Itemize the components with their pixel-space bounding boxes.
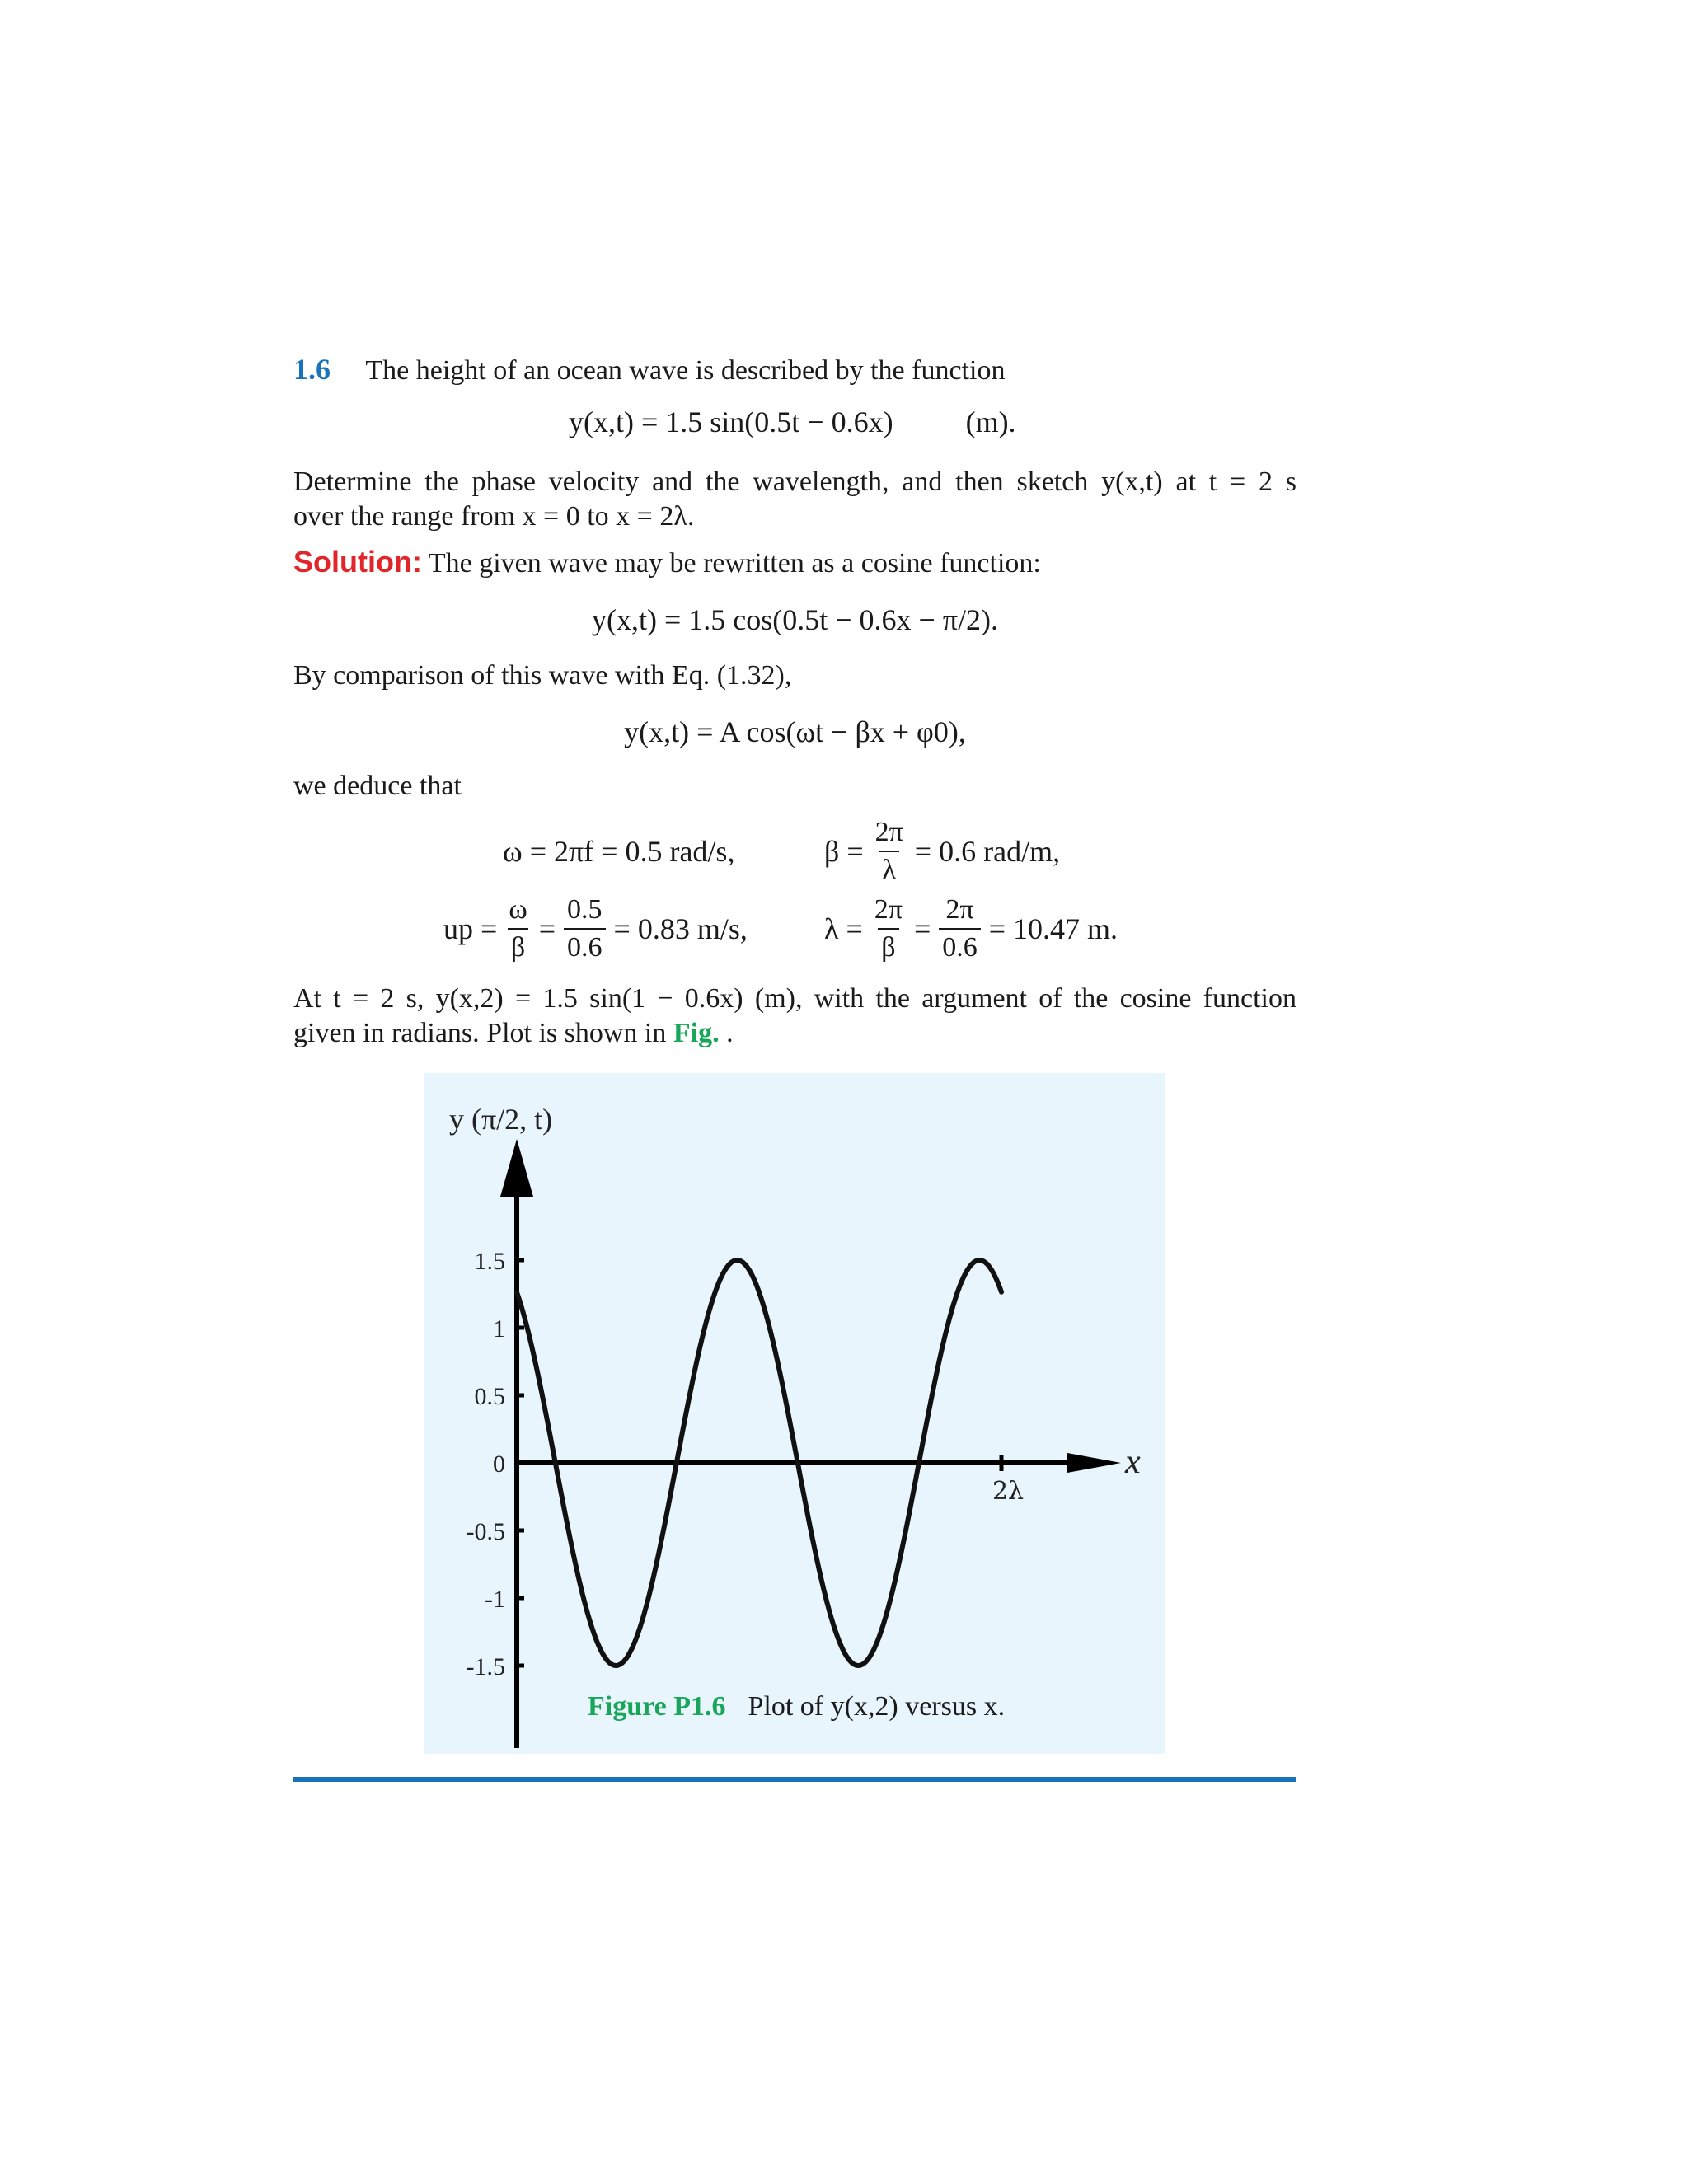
lambda-lhs: λ = xyxy=(824,912,863,945)
omega-equation xyxy=(503,814,734,888)
lambda-frac2-num: 2π xyxy=(945,894,974,925)
y-tick-label: -1 xyxy=(485,1586,505,1613)
at-line-2-text: given in radians. Plot is shown in xyxy=(293,1018,667,1048)
up-equation xyxy=(443,892,748,966)
figure-reference-link[interactable]: Fig. xyxy=(673,1018,720,1048)
problem-statement: The height of an ocean wave is described by the function xyxy=(365,355,1006,386)
solution-intro xyxy=(293,544,1041,582)
at-line-2 xyxy=(293,1015,734,1052)
up-lhs: up = xyxy=(443,912,498,945)
problem-number: 1.6 xyxy=(293,353,331,386)
beta-den: λ xyxy=(879,851,899,888)
problem-header xyxy=(293,351,1005,389)
beta-equation xyxy=(824,814,1060,888)
y-tick-label: 1 xyxy=(493,1315,505,1343)
wave-plot xyxy=(424,1073,1165,1754)
beta-rhs: = 0.6 rad/m, xyxy=(914,835,1061,868)
at-line-1: At t = 2 s, y(x,2) = 1.5 sin(1 − 0.6x) (m), with the argument of the cosine function xyxy=(293,983,1296,1014)
y-axis-arrow-icon xyxy=(500,1139,533,1197)
lambda-fraction-2 xyxy=(939,892,981,966)
up-frac1-num: ω xyxy=(509,894,528,925)
up-eq: = xyxy=(538,912,556,945)
y-tick-label: -0.5 xyxy=(466,1518,505,1545)
beta-fraction xyxy=(872,814,907,888)
y-tick-label: 0 xyxy=(493,1451,505,1478)
beta-lhs: β = xyxy=(824,835,864,868)
y-axis-label: y (π/2, t) xyxy=(449,1103,553,1136)
equation-main-unit: (m). xyxy=(965,405,1016,438)
equation-main-text: y(x,t) = 1.5 sin(0.5t − 0.6x) xyxy=(569,405,893,438)
up-frac2-num: 0.5 xyxy=(567,894,603,925)
task-line-1: Determine the phase velocity and the wavelength, and then sketch y(x,t) at t = 2 s xyxy=(293,466,1296,497)
comparison-text: By comparison of this wave with Eq. (1.32), xyxy=(293,660,792,691)
equation-cosine: y(x,t) = 1.5 cos(0.5t − 0.6x − π/2). xyxy=(591,603,999,636)
lambda-eq: = xyxy=(913,912,931,945)
at-line-2-post: . xyxy=(726,1018,734,1048)
task-line-2: over the range from x = 0 to x = 2λ. xyxy=(293,501,695,532)
lambda-fraction-1 xyxy=(871,892,906,966)
deduce-text: we deduce that xyxy=(293,771,462,801)
solution-intro-text: The given wave may be rewritten as a cosine function: xyxy=(428,548,1041,579)
figure-caption-label: Figure P1.6 xyxy=(588,1691,726,1722)
up-fraction-2 xyxy=(564,892,606,966)
lambda-frac1-num: 2π xyxy=(874,894,903,925)
up-frac2-den: 0.6 xyxy=(564,928,606,966)
up-frac1-den: β xyxy=(508,928,528,966)
beta-num: 2π xyxy=(874,817,903,847)
section-divider xyxy=(293,1777,1296,1782)
figure-caption-text: Plot of y(x,2) versus x. xyxy=(748,1691,1006,1722)
up-rhs: = 0.83 m/s, xyxy=(613,912,748,945)
solution-label: Solution: xyxy=(293,545,422,579)
y-tick-label: 1.5 xyxy=(474,1248,505,1275)
lambda-rhs: = 10.47 m. xyxy=(988,912,1118,945)
equation-general: y(x,t) = A cos(ωt − βx + φ0), xyxy=(624,715,966,748)
x-axis-arrow-icon xyxy=(1067,1453,1121,1473)
y-tick-label: -1.5 xyxy=(466,1653,505,1680)
equation-main xyxy=(569,404,1016,440)
y-tick-label: 0.5 xyxy=(474,1383,505,1410)
figure-caption xyxy=(588,1691,1005,1722)
figure-panel xyxy=(424,1073,1165,1754)
x-tick-label: 2λ xyxy=(992,1477,1025,1506)
lambda-frac1-den: β xyxy=(878,928,898,966)
lambda-equation xyxy=(824,892,1118,966)
lambda-frac2-den: 0.6 xyxy=(939,928,981,966)
plot-axes xyxy=(500,1139,1121,1748)
x-axis-label: x xyxy=(1125,1443,1141,1481)
omega-text: ω = 2πf = 0.5 rad/s, xyxy=(503,835,735,868)
up-fraction-1 xyxy=(505,892,530,966)
